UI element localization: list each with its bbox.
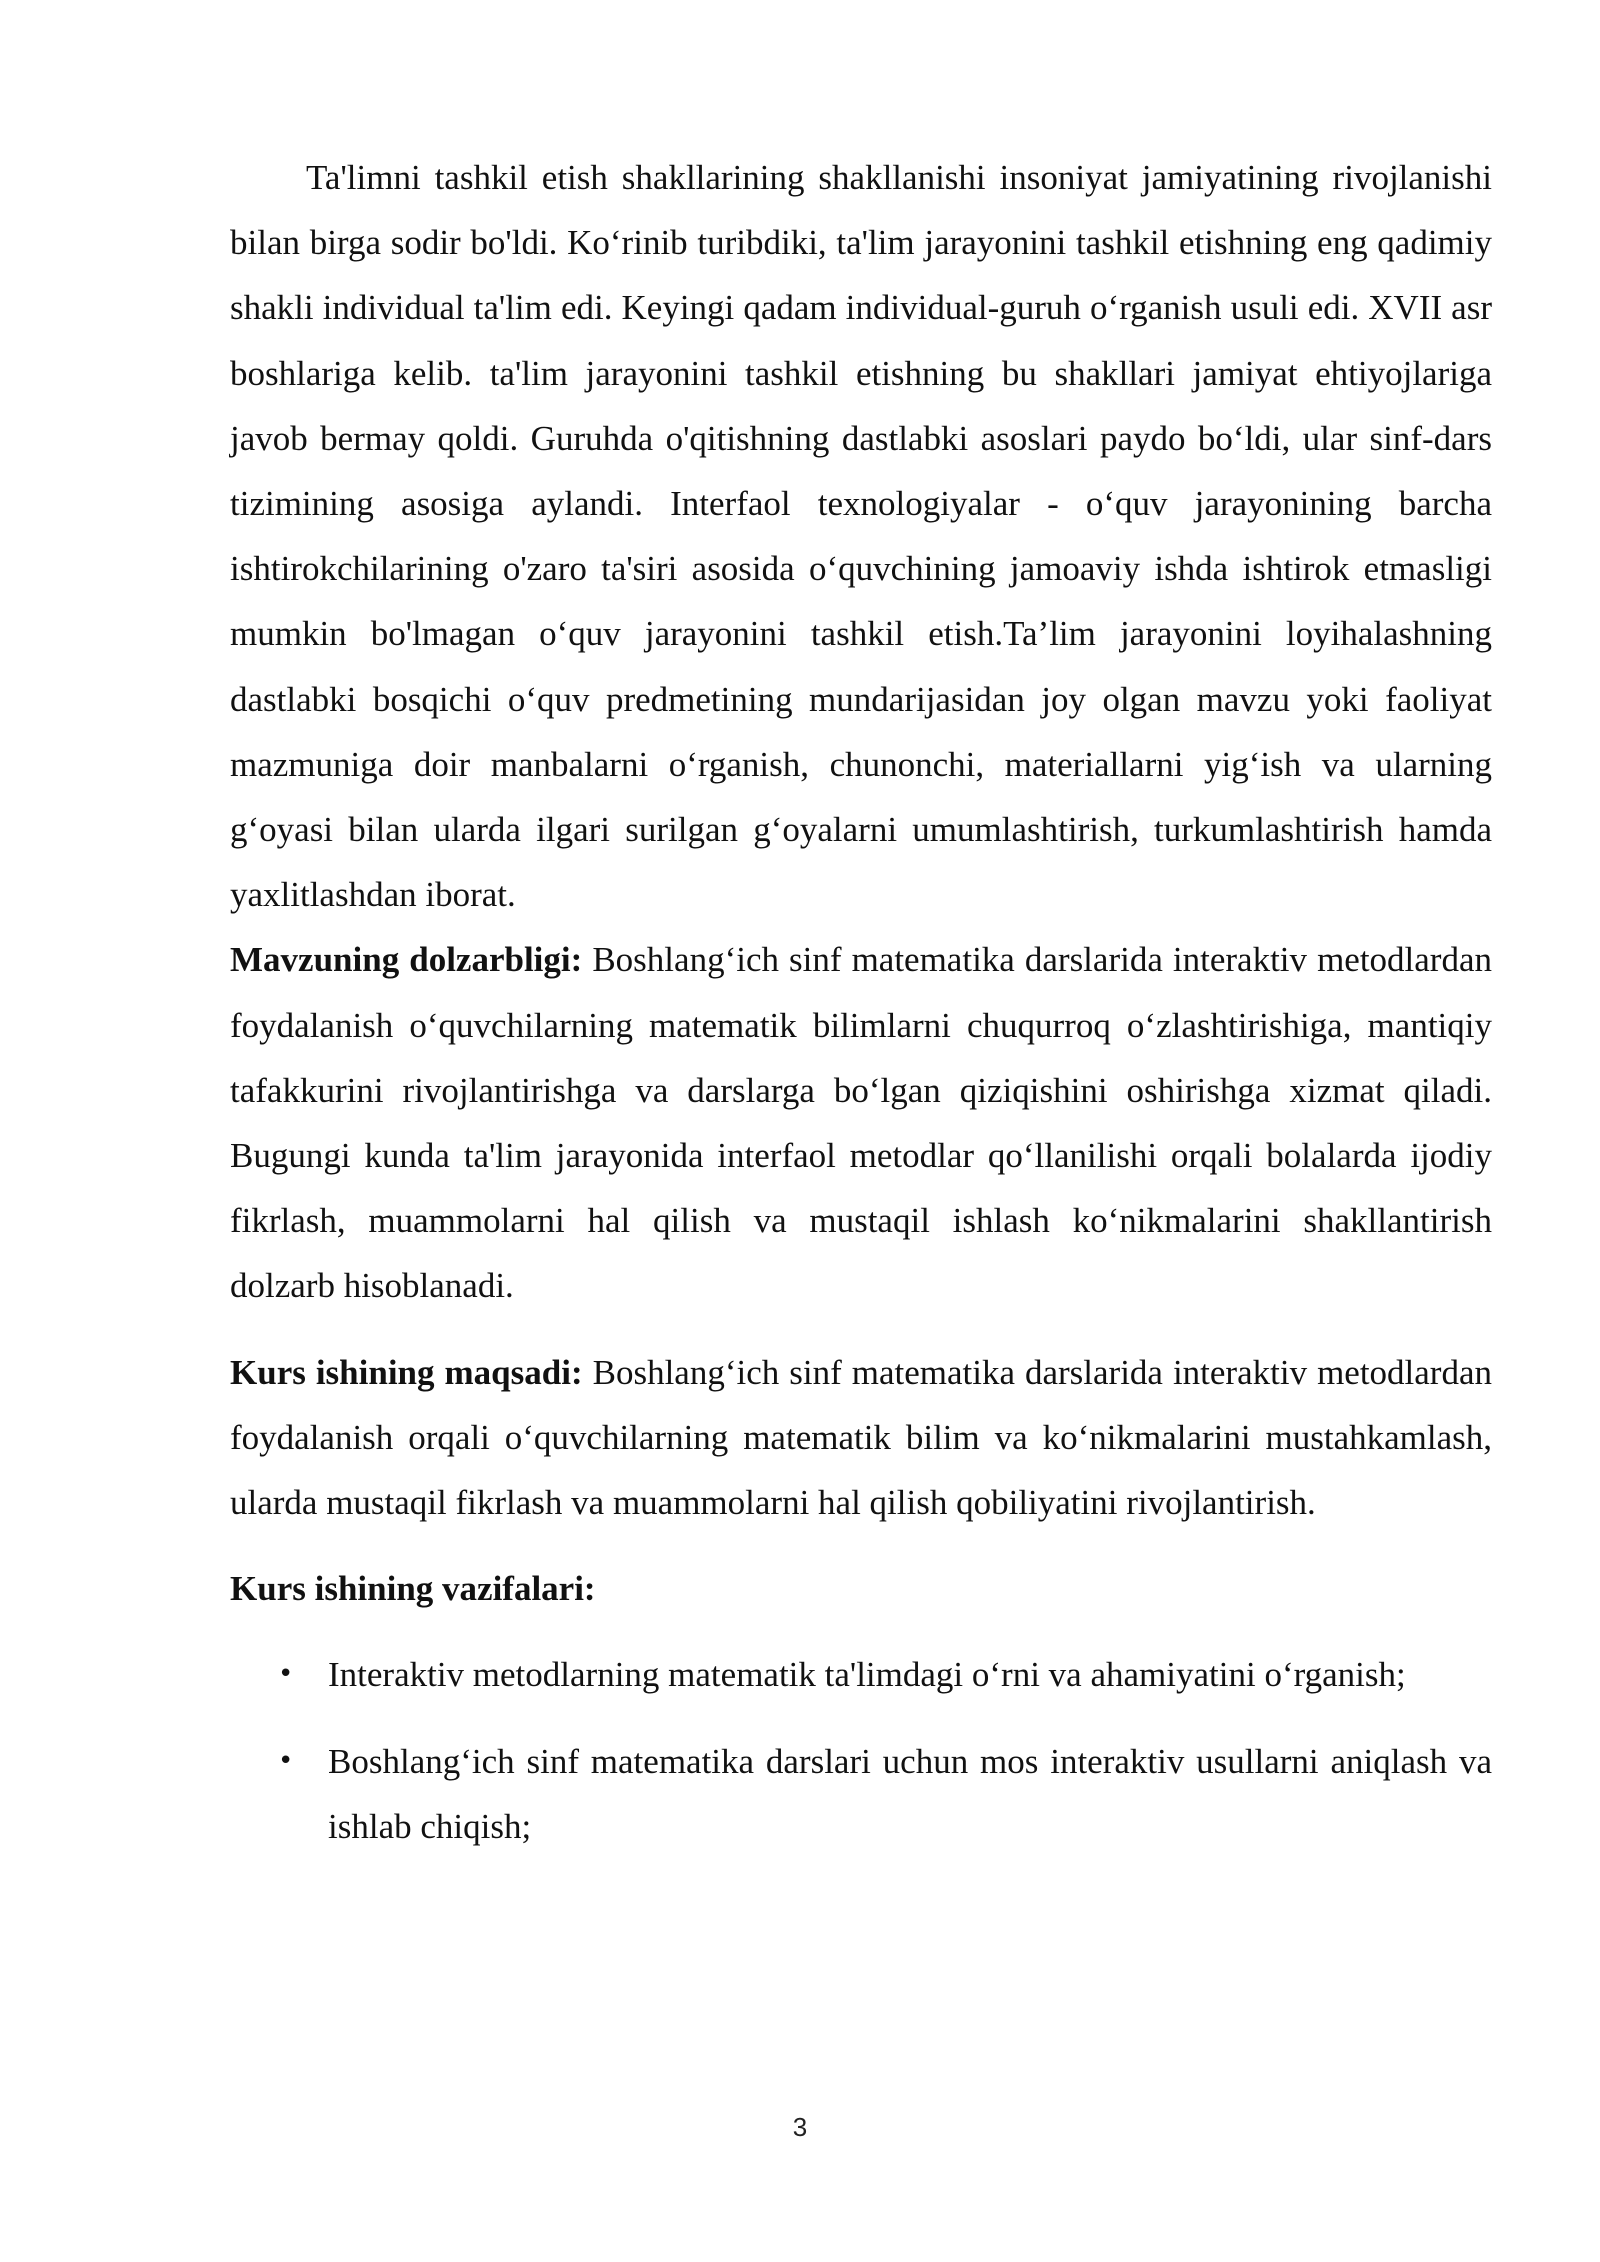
relevance-label: Mavzuning dolzarbligi: — [230, 940, 583, 980]
goal-text: Boshlangʻich sinf matematika darslarida interaktiv metodlardan foydalanish orqali oʻquvchilarning matematik bilim va koʻnikmalarini mustahkamlash, ularda mustaqil fikrlash va muammolarni hal qilish qobiliyatini rivojlantirish. — [230, 1352, 1492, 1523]
relevance-text: Boshlangʻich sinf matematika darslarida interaktiv metodlardan foydalanish oʻquvchilarning matematik bilimlarni chuqurroq oʻzlashtirishiga, mantiqiy tafakkurini rivojlantirishga va darslarga boʻlgan qiziqishini oshirishga xizmat qiladi. Bugungi kunda ta'lim jarayonida interfaol metodlar qoʻllanilishi orqali bolalarda ijodiy fikrlash, muammolarni hal qilish va mustaqil ishlash koʻnikmalarini shakllantirish dolzarb hisoblanadi. — [230, 940, 1492, 1306]
tasks-list — [230, 1642, 1492, 1859]
page-body — [230, 145, 1492, 1859]
task-list-item — [230, 1642, 1492, 1707]
tasks-heading: Kurs ishining vazifalari: — [230, 1569, 596, 1609]
task-list-item — [230, 1729, 1492, 1859]
bullet-icon: • — [278, 1659, 294, 1690]
intro-paragraph: Ta'limni tashkil etish shakllarining shakllanishi insoniyat jamiyatining rivojlanishi bilan birga sodir bo'ldi. Koʻrinib turibdiki, ta'lim jarayonini tashkil etishning eng qadimiy shakli individual ta'lim edi. Keyingi qadam individual-guruh oʻrganish usuli edi. XVII asr boshlariga kelib. ta'lim jarayonini tashkil etishning bu shakllari jamiyat ehtiyojlariga javob bermay qoldi. Guruhda o'qitishning dastlabki asoslari paydo boʻldi, ular sinf-dars tizimining asosiga aylandi. Interfaol texnologiyalar - oʻquv jarayonining barcha ishtirokchilarining o'zaro ta'siri asosida oʻquvchining jamoaviy ishda ishtirok etmasligi mumkin bo'lmagan oʻquv jarayonini tashkil etish.Ta’lim jarayonini loyihalashning dastlabki bosqichi oʻquv predmetining mundarijasidan joy olgan mavzu yoki faoliyat mazmuniga doir manbalarni oʻrganish, chunonchi, materiallarni yigʻish va ularning gʻoyasi bilan ularda ilgari surilgan gʻoyalarni umumlashtirish, turkumlashtirish hamda yaxlitlashdan iborat. — [230, 158, 1492, 915]
task-text: Interaktiv metodlarning matematik ta'limdagi oʻrni va ahamiyatini oʻrganish; — [328, 1655, 1406, 1695]
bullet-icon: • — [278, 1745, 294, 1776]
task-text: Boshlangʻich sinf matematika darslari uchun mos interaktiv usullarni aniqlash va ishlab chiqish; — [328, 1741, 1492, 1846]
page-number: 3 — [792, 2112, 808, 2142]
relevance-paragraph — [230, 927, 1492, 1318]
goal-label: Kurs ishining maqsadi: — [230, 1352, 583, 1392]
goal-paragraph — [230, 1340, 1492, 1536]
